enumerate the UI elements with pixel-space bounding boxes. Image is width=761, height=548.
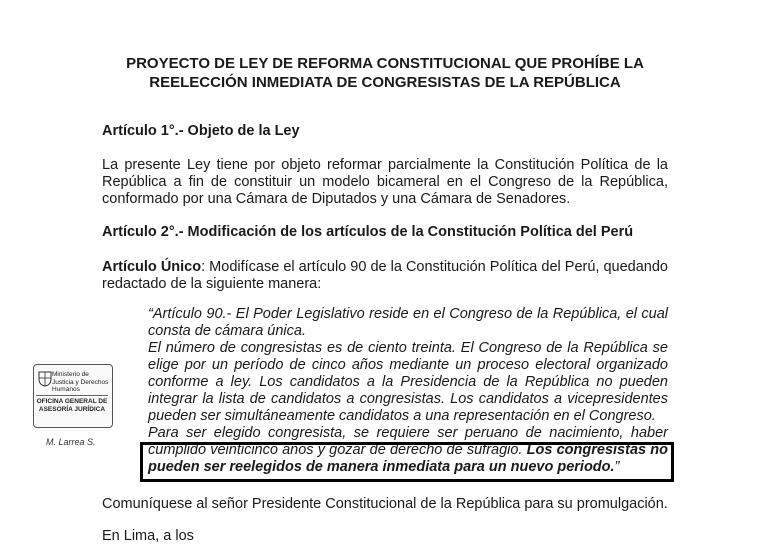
highlight-box — [140, 442, 674, 482]
stamp-office: OFICINA GENERAL DE ASESORÍA JURÍDICA — [36, 395, 108, 413]
coat-of-arms-icon — [38, 371, 52, 387]
stamp-ministry: Ministerio de Justicia y Derechos Humanos — [52, 371, 109, 393]
document-title — [100, 54, 670, 92]
place-date-line: En Lima, a los — [102, 528, 194, 544]
quote-closing-mark: ” — [614, 459, 620, 475]
promulgation-line: Comuníquese al señor Presidente Constitucional de la República para su promulgación. — [102, 496, 668, 512]
article-1-heading: Artículo 1°.- Objeto de la Ley — [102, 123, 300, 139]
article-1-body: La presente Ley tiene por objeto reformar parcialmente la Constitución Política de la República a fin de constituir un modelo bicameral en el Congreso de la República, conformado por una Cámara de Diputados y una Cámara de Senadores. — [102, 157, 668, 207]
article-unico-paragraph — [102, 259, 668, 293]
stamp-signature: M. Larrea S. — [46, 437, 96, 447]
title-line-1: PROYECTO DE LEY DE REFORMA CONSTITUCIONAL QUE PROHÍBE LA — [126, 55, 644, 72]
quote-paragraph-3-text: Para ser elegido congresista, se requiere ser peruano de nacimiento, haber cumplido veinticinco años y gozar de derecho de sufragio. — [148, 425, 668, 458]
article-unico-body: : Modifícase el artículo 90 de la Constitución Política del Perú, quedando redactado de la siguiente manera: — [102, 259, 668, 292]
quote-highlighted-text: Los congresistas no pueden ser reelegidos de manera inmediata para un nuevo periodo. — [148, 442, 668, 475]
article-2-heading: Artículo 2°.- Modificación de los artículos de la Constitución Política del Perú — [102, 224, 634, 240]
title-line-2: REELECCIÓN INMEDIATA DE CONGRESISTAS DE LA REPÚBLICA — [149, 74, 621, 91]
article-unico-label: Artículo Único — [102, 259, 202, 275]
quote-paragraph-1: “Artículo 90.- El Poder Legislativo reside en el Congreso de la República, el cual consta de cámara única. — [148, 306, 668, 339]
quote-paragraph-2: El número de congresistas es de ciento treinta. El Congreso de la República se elige por un período de cinco años mediante un proceso electoral organizado conforme a ley. Los candidatos a la Presidencia de la República no pueden integrar la lista de candidatos a congresistas. Los candidatos a vicepresidentes pueden ser simultáneamente candidatos a una representación en el Congreso. — [148, 340, 668, 424]
official-stamp — [33, 364, 113, 428]
